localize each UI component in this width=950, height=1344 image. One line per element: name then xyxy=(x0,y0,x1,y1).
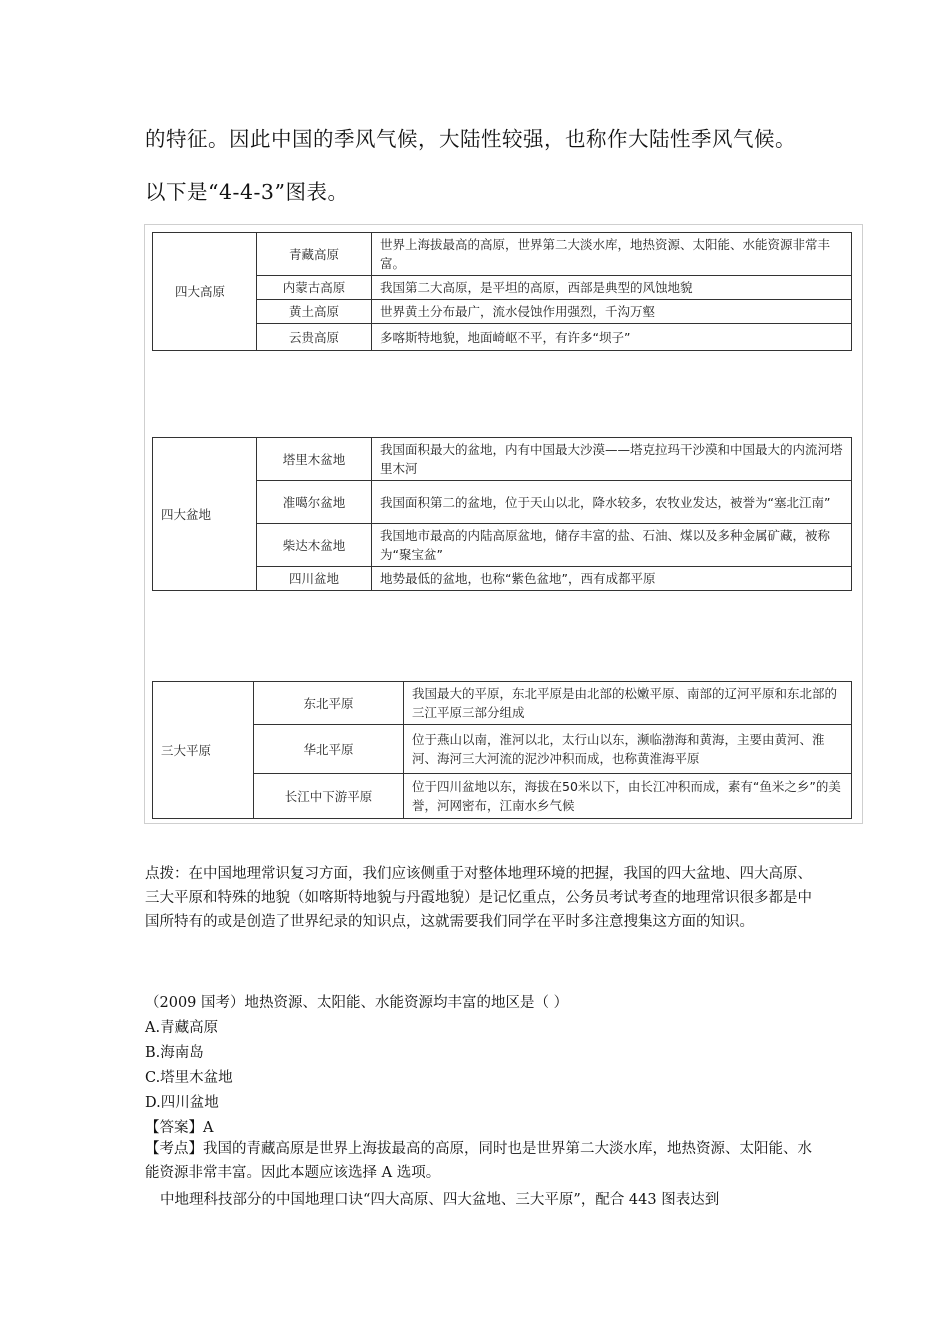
desc-cell: 我国面积第二的盆地，位于天山以北，降水较多，农牧业发达，被誉为“塞北江南” xyxy=(372,481,852,524)
name-cell: 四川盆地 xyxy=(257,567,372,591)
plain-table xyxy=(152,681,852,819)
tip-paragraph: 点拨：在中国地理常识复习方面，我们应该侧重于对整体地理环境的把握，我国的四大盆地、四大高原、三大平原和特殊的地貌（如喀斯特地貌与丹霞地貌）是记忆重点，公务员考试考查的地理常识很多都是中国所特有的或是创造了世界纪录的知识点，这就需要我们同学在平时多注意搜集这方面的知识。 xyxy=(145,866,812,930)
table-row xyxy=(153,774,852,819)
desc-cell: 位于燕山以南，淮河以北，太行山以东，濒临渤海和黄海，主要由黄河、淮河、海河三大河流的泥沙冲积而成，也称黄淮海平原 xyxy=(404,725,852,774)
name-cell: 云贵高原 xyxy=(257,324,372,351)
category-cell: 四大高原 xyxy=(153,233,257,351)
plateau-table xyxy=(152,232,852,351)
name-cell: 长江中下游平原 xyxy=(254,774,404,819)
intro-line-2: 以下是“4-4-3”图表。 xyxy=(145,180,349,204)
name-cell: 青藏高原 xyxy=(257,233,372,276)
desc-cell: 多喀斯特地貌，地面崎岖不平，有许多“坝子” xyxy=(372,324,852,351)
table-row xyxy=(153,300,852,324)
intro-line-1: 的特征。因此中国的季风气候，大陆性较强，也称作大陆性季风气候。 xyxy=(145,127,796,151)
geography-table-figure xyxy=(144,224,863,824)
name-cell: 柴达木盆地 xyxy=(257,524,372,567)
name-cell: 东北平原 xyxy=(254,682,404,725)
desc-cell: 我国面积最大的盆地，内有中国最大沙漠——塔克拉玛干沙漠和中国最大的内流河塔里木河 xyxy=(372,438,852,481)
desc-cell: 世界上海拔最高的高原，世界第二大淡水库，地热资源、太阳能、水能资源非常丰富。 xyxy=(372,233,852,276)
answer: 【答案】A xyxy=(145,1120,214,1136)
desc-cell: 位于四川盆地以东，海拔在50米以下，由长江冲积而成，素有“鱼米之乡”的美誉，河网密布，江南水乡气候 xyxy=(404,774,852,819)
table-row xyxy=(153,725,852,774)
desc-cell: 地势最低的盆地，也称“紫色盆地”，西有成都平原 xyxy=(372,567,852,591)
closing-line: 中地理科技部分的中国地理口诀“四大高原、四大盆地、三大平原”，配合 443 图表达到 xyxy=(160,1192,720,1208)
name-cell: 华北平原 xyxy=(254,725,404,774)
table-row xyxy=(153,438,852,481)
category-cell: 四大盆地 xyxy=(153,438,257,591)
name-cell: 黄土高原 xyxy=(257,300,372,324)
option-d: D.四川盆地 xyxy=(145,1095,219,1111)
desc-cell: 世界黄土分布最广，流水侵蚀作用强烈，千沟万壑 xyxy=(372,300,852,324)
category-cell: 三大平原 xyxy=(153,682,254,819)
basin-table xyxy=(152,437,852,591)
table-row xyxy=(153,324,852,351)
table-row xyxy=(153,481,852,524)
name-cell: 内蒙古高原 xyxy=(257,276,372,300)
option-c: C.塔里木盆地 xyxy=(145,1070,233,1086)
name-cell: 塔里木盆地 xyxy=(257,438,372,481)
table-row xyxy=(153,233,852,276)
table-row xyxy=(153,567,852,591)
table-row xyxy=(153,276,852,300)
analysis: 【考点】我国的青藏高原是世界上海拔最高的高原，同时也是世界第二大淡水库，地热资源、太阳能、水能资源非常丰富。因此本题应该选择 A 选项。 xyxy=(145,1141,812,1181)
question-stem: （2009 国考）地热资源、太阳能、水能资源均丰富的地区是（ ） xyxy=(145,995,569,1011)
table-row xyxy=(153,682,852,725)
name-cell: 准噶尔盆地 xyxy=(257,481,372,524)
desc-cell: 我国地市最高的内陆高原盆地，储存丰富的盐、石油、煤以及多种金属矿藏，被称为“聚宝盆” xyxy=(372,524,852,567)
table-row xyxy=(153,524,852,567)
desc-cell: 我国最大的平原，东北平原是由北部的松嫩平原、南部的辽河平原和东北部的三江平原三部分组成 xyxy=(404,682,852,725)
desc-cell: 我国第二大高原，是平坦的高原，西部是典型的风蚀地貌 xyxy=(372,276,852,300)
option-b: B.海南岛 xyxy=(145,1045,204,1061)
option-a: A.青藏高原 xyxy=(145,1020,219,1036)
